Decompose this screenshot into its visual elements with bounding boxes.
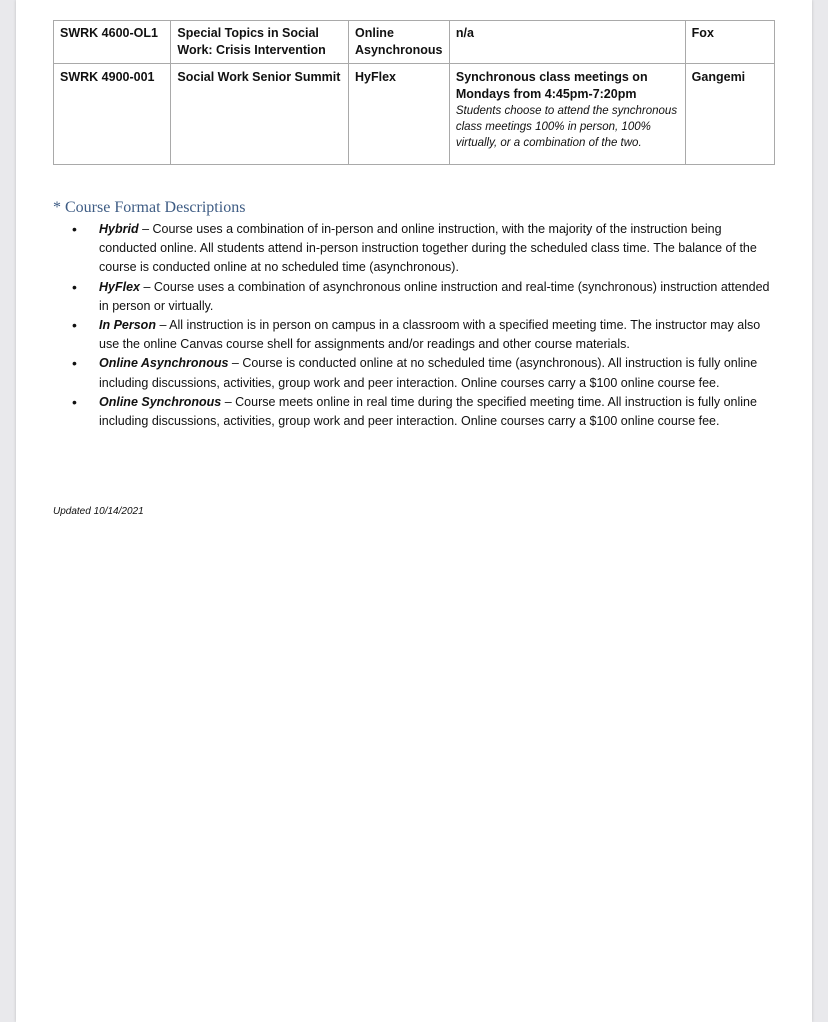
course-instructor-cell: Gangemi	[685, 64, 774, 165]
format-description: – Course is conducted online at no scheduled time (asynchronous). All instruction is fully online including discussions, activities, group work and peer interaction. Online courses carry a $100 online course fee.	[99, 356, 758, 390]
format-description: – Course uses a combination of asynchronous online instruction and real-time (synchronous) instruction attended in person or virtually.	[99, 279, 770, 313]
course-format-line: Asynchronous	[355, 43, 443, 57]
format-term: HyFlex	[99, 279, 140, 294]
format-term: Online Asynchronous	[99, 356, 229, 371]
course-format-line: Online	[355, 26, 394, 40]
format-description: – All instruction is in person on campus in a classroom with a specified meeting time. The instructor may also use the online Canvas course shell for assignments and/or readings and other course materials.	[99, 318, 761, 352]
course-table	[53, 20, 775, 165]
list-item	[56, 354, 776, 392]
course-title-cell: Social Work Senior Summit	[171, 64, 349, 165]
format-term: Hybrid	[99, 222, 139, 236]
list-item	[56, 278, 776, 316]
course-instructor-cell: Fox	[685, 21, 774, 64]
course-code-cell: SWRK 4900-001	[54, 64, 171, 165]
list-item	[56, 220, 776, 278]
course-code-cell: SWRK 4600-OL1	[54, 21, 171, 64]
document-page	[16, 0, 812, 1022]
table-row	[54, 21, 775, 64]
list-item	[56, 316, 776, 354]
course-formats-heading: * Course Format Descriptions	[53, 199, 246, 216]
schedule-line: Synchronous class meetings on	[455, 70, 648, 84]
course-title-cell	[171, 21, 349, 64]
format-term: Online Synchronous	[99, 394, 222, 409]
bullet-icon: •	[72, 393, 77, 410]
course-format-cell: HyFlex	[349, 64, 450, 165]
schedule-line: Mondays from 4:45pm-7:20pm	[455, 87, 637, 101]
course-title-line: Work: Crisis Intervention	[177, 43, 326, 57]
bullet-icon: •	[72, 355, 77, 372]
course-format-cell	[349, 21, 450, 64]
course-schedule-cell: n/a	[449, 21, 685, 64]
format-term: In Person	[99, 318, 156, 333]
course-schedule-cell	[449, 64, 685, 165]
bullet-icon: •	[72, 278, 77, 295]
schedule-note: Students choose to attend the synchronous class meetings 100% in person, 100% virtually, or a combination of the two.	[455, 105, 678, 149]
bullet-icon: •	[72, 317, 77, 334]
course-title-line: Special Topics in Social	[177, 26, 319, 40]
list-item	[56, 393, 776, 431]
format-description: – Course uses a combination of in-person and online instruction, with the majority of the instruction being conducted online. All students attend in-person instruction together during the scheduled class time. The balance of the course is conducted online at no scheduled time (asynchronous).	[99, 222, 757, 275]
table-row	[54, 64, 775, 165]
format-description: – Course meets online in real time during the specified meeting time. All instruction is fully online including discussions, activities, group work and peer interaction. Online courses carry a $100 online course fee.	[99, 394, 757, 429]
updated-date: Updated 10/14/2021	[53, 506, 144, 517]
course-formats-list	[56, 220, 776, 431]
bullet-icon: •	[72, 221, 77, 237]
